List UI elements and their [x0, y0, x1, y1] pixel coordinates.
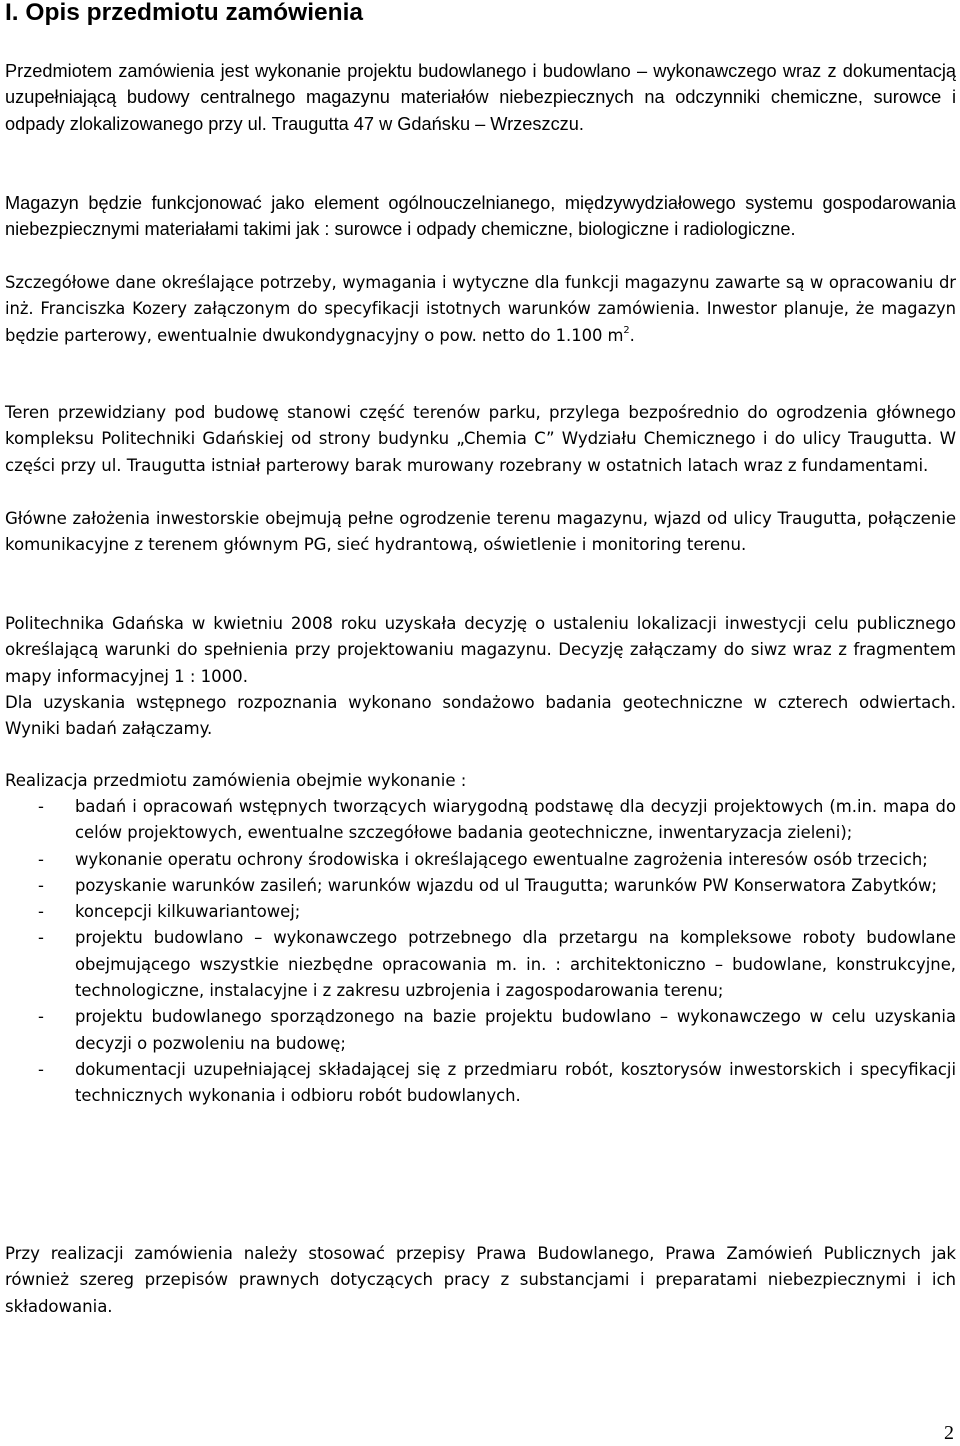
page-number: 2	[944, 1422, 954, 1444]
paragraph-requirements-text: Szczegółowe dane określające potrzeby, wymagania i wytyczne dla funkcji magazynu zawarte są w opracowaniu dr inż. Franciszka Kozery załączonym do specyfikacji istotnych warunków zamówienia. Inwestor planuje, że magazyn będzie parterowy, ewentualnie dwukondygnacyjny o pow. netto do 1.100 m	[5, 273, 956, 345]
list-item: - projektu budowlano – wykonawczego potrzebnego dla przetargu na kompleksowe roboty budowlane obejmującego wszystkie niezbędne opracowania m. in. : architektoniczno – budowlane, konstrukcyjne, technologiczne, instalacyjne i z zakresu uzbrojenia i zagospodarowania terenu;	[5, 925, 956, 1004]
paragraph-location-decision: Politechnika Gdańska w kwietniu 2008 roku uzyskała decyzję o ustaleniu lokalizacji inwestycji celu publicznego określającą warunki do spełnienia przy projektowaniu magazynu. Decyzję załączamy do siwz wraz z fragmentem mapy informacyjnej 1 : 1000.	[5, 614, 956, 686]
superscript-2: 2	[623, 324, 630, 336]
list-item: - badań i opracowań wstępnych tworzących wiarygodną podstawę dla decyzji projektowych (m.in. mapa do celów projektowych, ewentualne szczegółowe badania geotechniczne, inwentaryzacja zieleni);	[5, 794, 956, 847]
paragraph-assumptions: Główne założenia inwestorskie obejmują pełne ogrodzenie terenu magazynu, wjazd od ulicy Traugutta, połączenie komunikacyjne z terenem głównym PG, sieć hydrantową, oświetlenie i monitoring terenu.	[5, 509, 956, 555]
list-dash: -	[38, 1059, 44, 1079]
paragraph-site: Teren przewidziany pod budowę stanowi część terenów parku, przylega bezpośrednio do ogrodzenia głównego kompleksu Politechniki Gdańskiej od strony budynku „Chemia C” Wydziału Chemicznego i do ulicy Traugutta. W części przy ul. Traugutta istniał parterowy barak murowany rozebrany w ostatnich latach wraz z fundamentami.	[5, 403, 956, 475]
scope-list	[5, 794, 956, 1110]
list-item: - koncepcji kilkuwariantowej;	[5, 899, 956, 925]
paragraph-requirements-end: .	[629, 325, 635, 345]
list-dash: -	[38, 797, 44, 816]
list-dash: -	[38, 928, 44, 948]
list-item: - dokumentacji uzupełniającej składającej się z przedmiaru robót, kosztorysów inwestorskich i specyfikacji technicznych wykonania i odbioru robót budowlanych.	[5, 1057, 956, 1110]
list-item: - pozyskanie warunków zasileń; warunków wjazdu od ul Traugutta; warunków PW Konserwatora Zabytków;	[5, 873, 956, 899]
list-dash: -	[38, 849, 44, 869]
list-item: - wykonanie operatu ochrony środowiska i określającego ewentualne zagrożenia interesów osób trzecich;	[5, 847, 956, 873]
paragraph-regulations: Przy realizacji zamówienia należy stosować przepisy Prawa Budowlanego, Prawa Zamówień Publicznych jak również szereg przepisów prawnych dotyczących pracy z substancjami i preparatami niebezpiecznymi i ich składowania.	[5, 1244, 956, 1316]
section-heading: I. Opis przedmiotu zamówienia	[5, 0, 364, 26]
paragraph-requirements	[5, 270, 956, 349]
list-dash: -	[38, 1007, 44, 1027]
list-dash: -	[38, 875, 44, 895]
list-dash: -	[38, 902, 44, 922]
paragraph-geotechnical: Dla uzyskania wstępnego rozpoznania wykonano sondażowo badania geotechniczne w czterech odwiertach. Wyniki badań załączamy.	[5, 693, 956, 739]
list-intro: Realizacja przedmiotu zamówienia obejmie wykonanie :	[5, 771, 467, 790]
paragraph-subject: Przedmiotem zamówienia jest wykonanie projektu budowlanego i budowlano – wykonawczego wraz z dokumentacją uzupełniającą budowy centralnego magazynu materiałów niebezpiecznych na odczynniki chemiczne, surowce i odpady zlokalizowanego przy ul. Traugutta 47 w Gdańsku – Wrzeszczu.	[5, 61, 956, 134]
list-item: - projektu budowlanego sporządzonego na bazie projektu budowlano – wykonawczego w celu uzyskania decyzji o pozwoleniu na budowę;	[5, 1004, 956, 1057]
paragraph-function: Magazyn będzie funkcjonować jako element ogólnouczelnianego, międzywydziałowego systemu gospodarowania niebezpiecznymi materiałami takimi jak : surowce i odpady chemiczne, biologiczne i radiologiczne.	[5, 193, 956, 240]
